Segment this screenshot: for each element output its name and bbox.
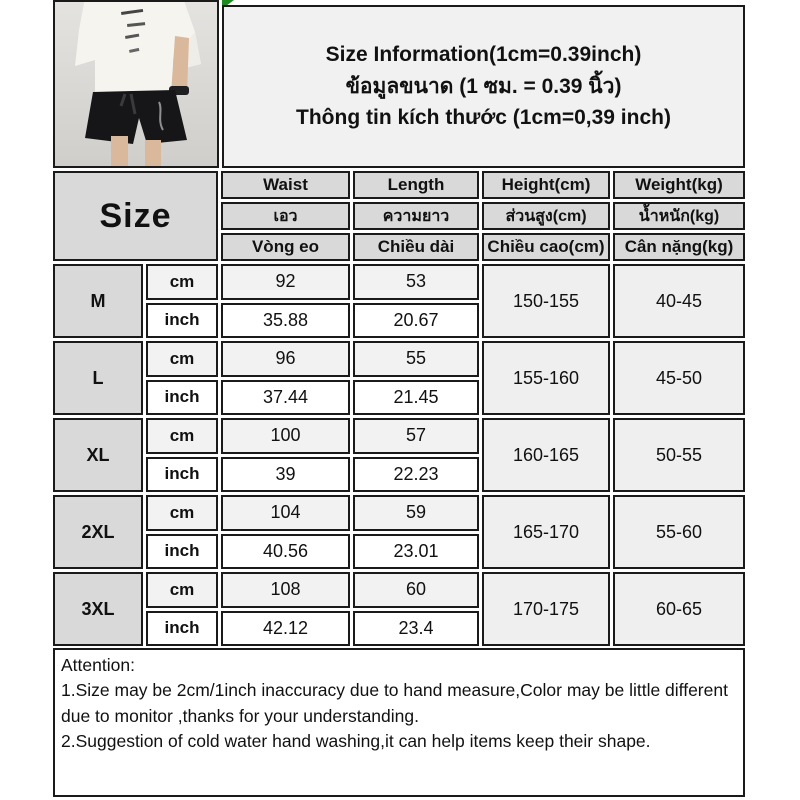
attention-note <box>53 648 745 797</box>
unit-cm: cm <box>146 572 218 608</box>
l-length-cm: 55 <box>353 341 479 377</box>
attention-heading: Attention: <box>61 655 135 675</box>
size-label-3xl: 3XL <box>53 572 143 646</box>
unit-cm: cm <box>146 264 218 300</box>
2xl-length-cm: 59 <box>353 495 479 531</box>
unit-cm: cm <box>146 341 218 377</box>
col-header-length-vi: Chiều dài <box>353 233 479 261</box>
3xl-waist-inch: 42.12 <box>221 611 350 647</box>
col-header-height-en: Height(cm) <box>482 171 610 199</box>
col-header-waist-th: เอว <box>221 202 350 230</box>
size-header-cell: Size <box>53 171 218 261</box>
product-photo <box>53 0 219 168</box>
l-weight-range: 45-50 <box>613 341 745 415</box>
xl-waist-cm: 100 <box>221 418 350 454</box>
unit-inch: inch <box>146 380 218 416</box>
2xl-length-inch: 23.01 <box>353 534 479 570</box>
attention-line-1: 1.Size may be 2cm/1inch inaccuracy due to hand measure,Color may be little different due to monitor ,thanks for your understanding. <box>61 680 728 726</box>
m-waist-cm: 92 <box>221 264 350 300</box>
unit-inch: inch <box>146 303 218 339</box>
xl-weight-range: 50-55 <box>613 418 745 492</box>
unit-inch: inch <box>146 611 218 647</box>
xl-length-inch: 22.23 <box>353 457 479 493</box>
size-label-m: M <box>53 264 143 338</box>
l-length-inch: 21.45 <box>353 380 479 416</box>
m-height-range: 150-155 <box>482 264 610 338</box>
col-header-waist-vi: Vòng eo <box>221 233 350 261</box>
col-header-waist-en: Waist <box>221 171 350 199</box>
l-waist-cm: 96 <box>221 341 350 377</box>
2xl-waist-cm: 104 <box>221 495 350 531</box>
col-header-weight-th: น้ำหนัก(kg) <box>613 202 745 230</box>
3xl-length-cm: 60 <box>353 572 479 608</box>
col-header-length-th: ความยาว <box>353 202 479 230</box>
l-height-range: 155-160 <box>482 341 610 415</box>
unit-inch: inch <box>146 457 218 493</box>
size-table <box>53 171 745 646</box>
content-area <box>53 0 745 797</box>
col-header-height-th: ส่วนสูง(cm) <box>482 202 610 230</box>
2xl-waist-inch: 40.56 <box>221 534 350 570</box>
col-header-length-en: Length <box>353 171 479 199</box>
3xl-height-range: 170-175 <box>482 572 610 646</box>
unit-cm: cm <box>146 495 218 531</box>
m-weight-range: 40-45 <box>613 264 745 338</box>
2xl-weight-range: 55-60 <box>613 495 745 569</box>
m-waist-inch: 35.88 <box>221 303 350 339</box>
l-waist-inch: 37.44 <box>221 380 350 416</box>
unit-inch: inch <box>146 534 218 570</box>
model-wearing-shorts-illustration <box>55 2 217 166</box>
col-header-weight-en: Weight(kg) <box>613 171 745 199</box>
size-label-2xl: 2XL <box>53 495 143 569</box>
xl-height-range: 160-165 <box>482 418 610 492</box>
xl-length-cm: 57 <box>353 418 479 454</box>
m-length-cm: 53 <box>353 264 479 300</box>
3xl-weight-range: 60-65 <box>613 572 745 646</box>
3xl-length-inch: 23.4 <box>353 611 479 647</box>
title-english: Size Information(1cm=0.39inch) <box>325 43 642 67</box>
size-information-title <box>222 5 745 168</box>
title-vietnamese: Thông tin kích thước (1cm=0,39 inch) <box>296 106 671 130</box>
size-label-l: L <box>53 341 143 415</box>
3xl-waist-cm: 108 <box>221 572 350 608</box>
title-thai: ข้อมูลขนาด (1 ซม. = 0.39 นิ้ว) <box>345 74 622 98</box>
2xl-height-range: 165-170 <box>482 495 610 569</box>
col-header-weight-vi: Cân nặng(kg) <box>613 233 745 261</box>
size-label-xl: XL <box>53 418 143 492</box>
m-length-inch: 20.67 <box>353 303 479 339</box>
attention-line-2: 2.Suggestion of cold water hand washing,it can help items keep their shape. <box>61 731 651 752</box>
xl-waist-inch: 39 <box>221 457 350 493</box>
col-header-height-vi: Chiều cao(cm) <box>482 233 610 261</box>
unit-cm: cm <box>146 418 218 454</box>
